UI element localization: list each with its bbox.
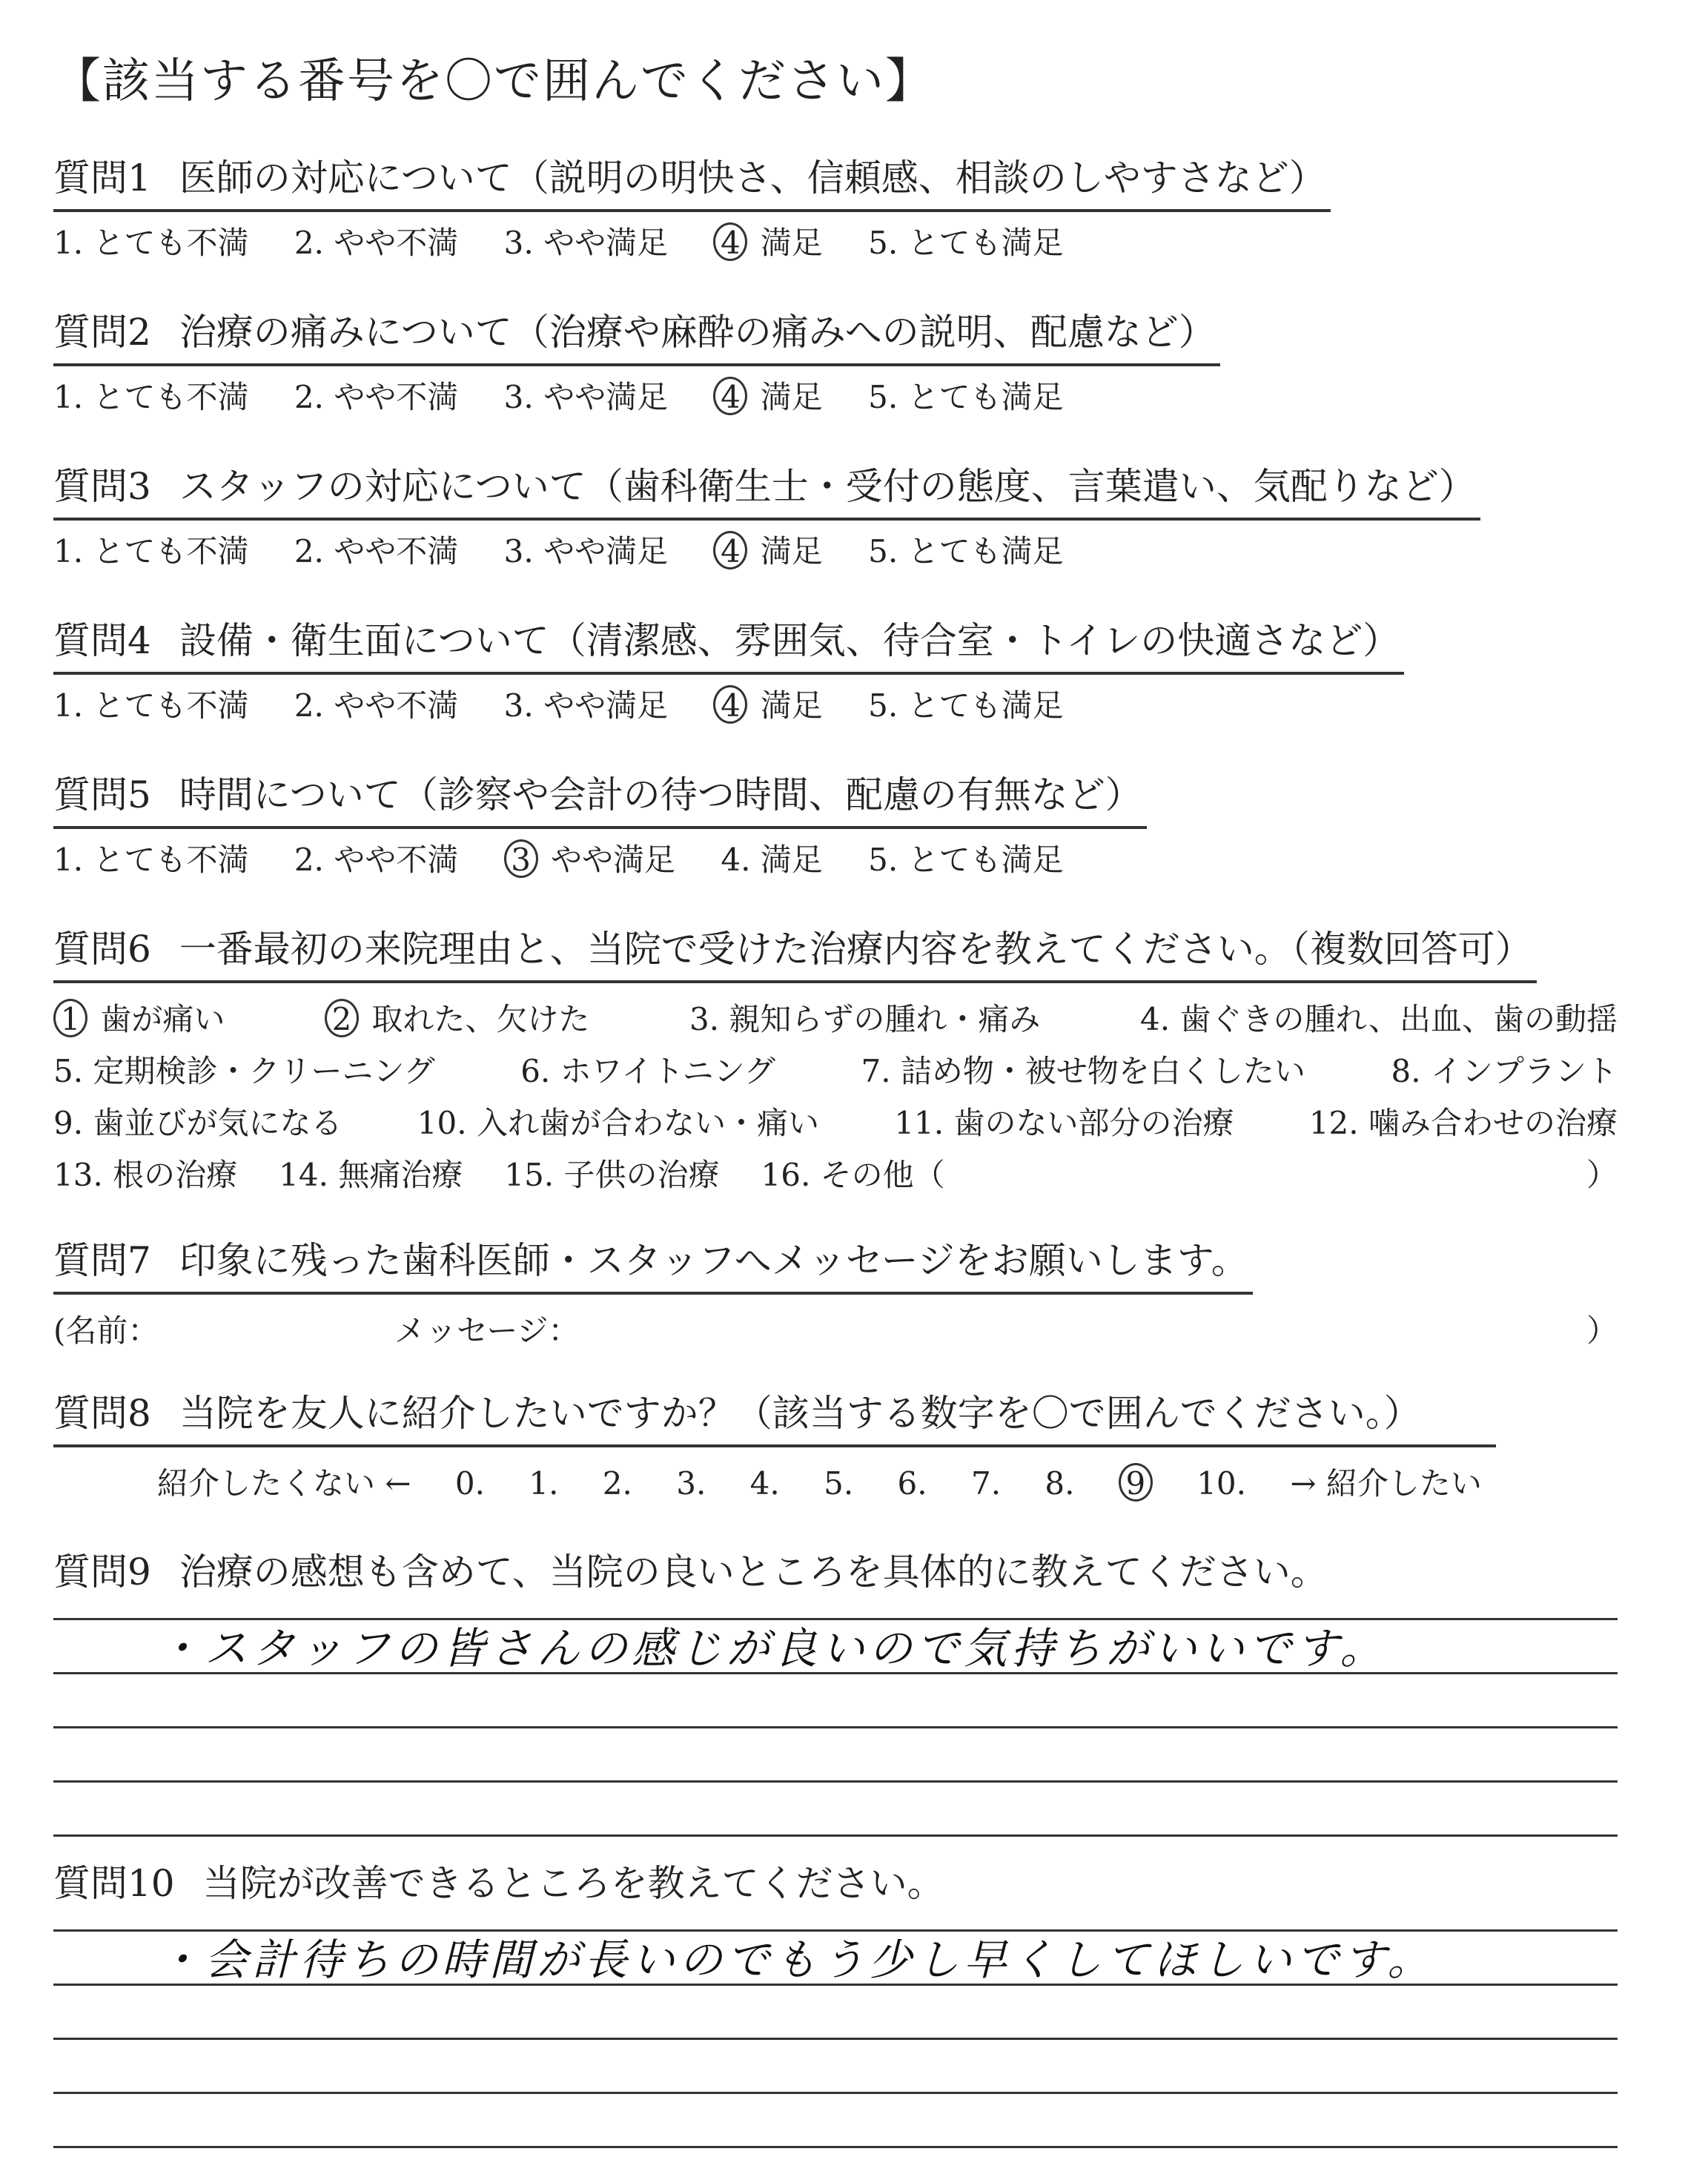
question-text: 当院が改善できるところを教えてください。 xyxy=(202,1862,944,1905)
option-3[interactable]: 3. やや満足 xyxy=(503,379,669,415)
scale-4[interactable]: 4. xyxy=(749,1465,780,1502)
answer-area[interactable] xyxy=(53,1915,1618,2148)
scale-1[interactable]: 1. xyxy=(529,1465,559,1502)
option-3[interactable]: 3. やや満足 xyxy=(503,687,669,724)
recommend-scale xyxy=(157,1459,1625,1504)
handwritten-answer: ・会計待ちの時間が長いのでもう少し早くしてほしいです。 xyxy=(157,1935,1435,1985)
ruled-line xyxy=(53,1728,1618,1783)
option-13[interactable]: 13. 根の治療 xyxy=(53,1157,238,1193)
option-8[interactable]: 8. インプラント xyxy=(1391,1053,1618,1089)
question-number: 質問6 xyxy=(53,928,151,971)
option-1[interactable]: 1. とても不満 xyxy=(53,225,249,261)
ruled-line xyxy=(53,2040,1618,2094)
question-number: 質問10 xyxy=(53,1862,175,1905)
option-1-selected[interactable]: 1 歯が痛い xyxy=(53,994,225,1046)
question-number: 質問3 xyxy=(53,465,151,508)
close-paren: ） xyxy=(1586,1312,1618,1349)
circled-mark: 3 xyxy=(504,839,538,878)
scale-7[interactable]: 7. xyxy=(970,1465,1002,1502)
question-number: 質問7 xyxy=(53,1239,151,1282)
question-number: 質問4 xyxy=(53,619,151,662)
option-4-selected[interactable]: 4 満足 xyxy=(713,221,822,265)
option-7[interactable]: 7. 詰め物・被せ物を白くしたい xyxy=(861,1053,1305,1089)
answer-options xyxy=(53,529,1625,574)
ruled-line xyxy=(53,1783,1618,1837)
option-9[interactable]: 9. 歯並びが気になる xyxy=(53,1105,342,1141)
question-text: 設備・衛生面について（清潔感、雰囲気、待合室・トイレの快適さなど） xyxy=(179,619,1400,662)
option-6[interactable]: 6. ホワイトニング xyxy=(520,1053,775,1089)
option-3[interactable]: 3. 親知らずの腫れ・痛み xyxy=(689,1001,1041,1037)
option-12[interactable]: 12. 噛み合わせの治療 xyxy=(1308,1105,1618,1141)
circled-mark: 4 xyxy=(713,685,747,724)
question-number: 質問9 xyxy=(53,1550,151,1593)
scale-9-selected[interactable]: 9 xyxy=(1119,1463,1153,1502)
question-text: 医師の対応について（説明の明快さ、信頼感、相談のしやすさなど） xyxy=(179,156,1326,199)
message-label: メッセージ： xyxy=(394,1312,580,1349)
answer-options xyxy=(53,684,1625,728)
option-row xyxy=(53,1149,1618,1201)
option-4-selected[interactable]: 4 満足 xyxy=(713,684,822,728)
message-field[interactable] xyxy=(579,1307,1586,1351)
question-text: 一番最初の来院理由と、当院で受けた治療内容を教えてください。（複数回答可） xyxy=(179,928,1532,971)
scale-right-label: → 紹介したい xyxy=(1290,1465,1482,1502)
option-5[interactable]: 5. とても満足 xyxy=(868,225,1064,261)
scale-left-label: 紹介したくない ← xyxy=(157,1465,411,1502)
question-text: 印象に残った歯科医師・スタッフへメッセージをお願いします。 xyxy=(179,1239,1248,1282)
option-5[interactable]: 5. とても満足 xyxy=(868,687,1064,724)
option-4-selected[interactable]: 4 満足 xyxy=(713,529,822,574)
question-1 xyxy=(53,148,1625,265)
option-11[interactable]: 11. 歯のない部分の治療 xyxy=(894,1105,1234,1141)
option-2[interactable]: 2. やや不満 xyxy=(294,379,459,415)
option-14[interactable]: 14. 無痛治療 xyxy=(279,1157,463,1193)
scale-6[interactable]: 6. xyxy=(897,1465,927,1502)
option-2[interactable]: 2. やや不満 xyxy=(294,225,459,261)
option-10[interactable]: 10. 入れ歯が合わない・痛い xyxy=(417,1105,819,1141)
question-text: スタッフの対応について（歯科衛生士・受付の態度、言葉遣い、気配りなど） xyxy=(179,465,1476,508)
question-number: 質問2 xyxy=(53,311,151,354)
question-9 xyxy=(53,1542,1625,1837)
answer-options xyxy=(53,838,1625,882)
question-10 xyxy=(53,1854,1625,2148)
ruled-line xyxy=(53,1986,1618,2040)
option-row xyxy=(53,1097,1618,1149)
option-5[interactable]: 5. 定期検診・クリーニング xyxy=(53,1053,435,1089)
option-3-selected[interactable]: 3 やや満足 xyxy=(504,838,675,882)
option-16-other[interactable]: 16. その他（ ） xyxy=(761,1149,1618,1201)
question-6 xyxy=(53,919,1625,1201)
circled-mark: 4 xyxy=(713,377,747,415)
option-4-selected[interactable]: 4 満足 xyxy=(713,375,822,420)
question-4 xyxy=(53,611,1625,728)
circled-mark: 2 xyxy=(325,999,359,1037)
question-number: 質問5 xyxy=(53,773,151,816)
page-title: 【該当する番号を〇で囲んでください】 xyxy=(53,54,934,109)
answer-options xyxy=(53,221,1625,265)
option-row xyxy=(53,994,1618,1046)
option-2[interactable]: 2. やや不満 xyxy=(294,533,459,569)
question-text: 治療の感想も含めて、当院の良いところを具体的に教えてください。 xyxy=(179,1550,1328,1593)
question-text: 治療の痛みについて（治療や麻酔の痛みへの説明、配慮など） xyxy=(179,311,1216,354)
option-5[interactable]: 5. とても満足 xyxy=(868,379,1064,415)
ruled-line xyxy=(53,2094,1618,2148)
answer-area[interactable] xyxy=(53,1603,1618,1837)
message-fields xyxy=(53,1307,1618,1351)
option-5[interactable]: 5. とても満足 xyxy=(868,842,1064,878)
scale-8[interactable]: 8. xyxy=(1045,1465,1075,1502)
question-2 xyxy=(53,303,1625,420)
question-7 xyxy=(53,1231,1625,1351)
circled-mark: 4 xyxy=(713,531,747,569)
option-2-selected[interactable]: 2 取れた、欠けた xyxy=(325,994,589,1046)
reason-options xyxy=(53,994,1625,1201)
circled-mark: 4 xyxy=(713,222,747,261)
scale-0[interactable]: 0. xyxy=(454,1465,485,1502)
question-text: 当院を友人に紹介したいですか？（該当する数字を〇で囲んでください。） xyxy=(179,1392,1421,1435)
ruled-line xyxy=(53,1674,1618,1728)
option-1[interactable]: 1. とても不満 xyxy=(53,379,249,415)
scale-5[interactable]: 5. xyxy=(824,1465,854,1502)
question-number: 質問1 xyxy=(53,156,151,199)
option-5[interactable]: 5. とても満足 xyxy=(868,533,1064,569)
option-3[interactable]: 3. やや満足 xyxy=(503,225,669,261)
scale-3[interactable]: 3. xyxy=(676,1465,706,1502)
question-number: 質問8 xyxy=(53,1392,151,1435)
handwritten-answer: ・スタッフの皆さんの感じが良いので気持ちがいいです。 xyxy=(157,1623,1388,1674)
question-3 xyxy=(53,457,1625,574)
option-2[interactable]: 2. やや不満 xyxy=(294,842,459,878)
circled-mark: 1 xyxy=(53,999,87,1037)
close-paren: ） xyxy=(1586,1157,1618,1193)
option-4[interactable]: 4. 満足 xyxy=(721,842,823,878)
option-2[interactable]: 2. やや不満 xyxy=(294,687,459,724)
option-3[interactable]: 3. やや満足 xyxy=(503,533,669,569)
question-8 xyxy=(53,1384,1625,1504)
option-1[interactable]: 1. とても不満 xyxy=(53,842,249,878)
scale-2[interactable]: 2. xyxy=(602,1465,632,1502)
answer-options xyxy=(53,375,1625,420)
option-15[interactable]: 15. 子供の治療 xyxy=(504,1157,720,1193)
name-label: (名前： xyxy=(53,1312,159,1349)
scale-10[interactable]: 10. xyxy=(1196,1465,1246,1502)
option-1[interactable]: 1. とても不満 xyxy=(53,533,249,569)
question-text: 時間について（診察や会計の待つ時間、配慮の有無など） xyxy=(179,773,1142,816)
option-1[interactable]: 1. とても不満 xyxy=(53,687,249,724)
question-5 xyxy=(53,765,1625,882)
option-4[interactable]: 4. 歯ぐきの腫れ、出血、歯の動揺 xyxy=(1140,1001,1618,1037)
option-row xyxy=(53,1046,1618,1097)
